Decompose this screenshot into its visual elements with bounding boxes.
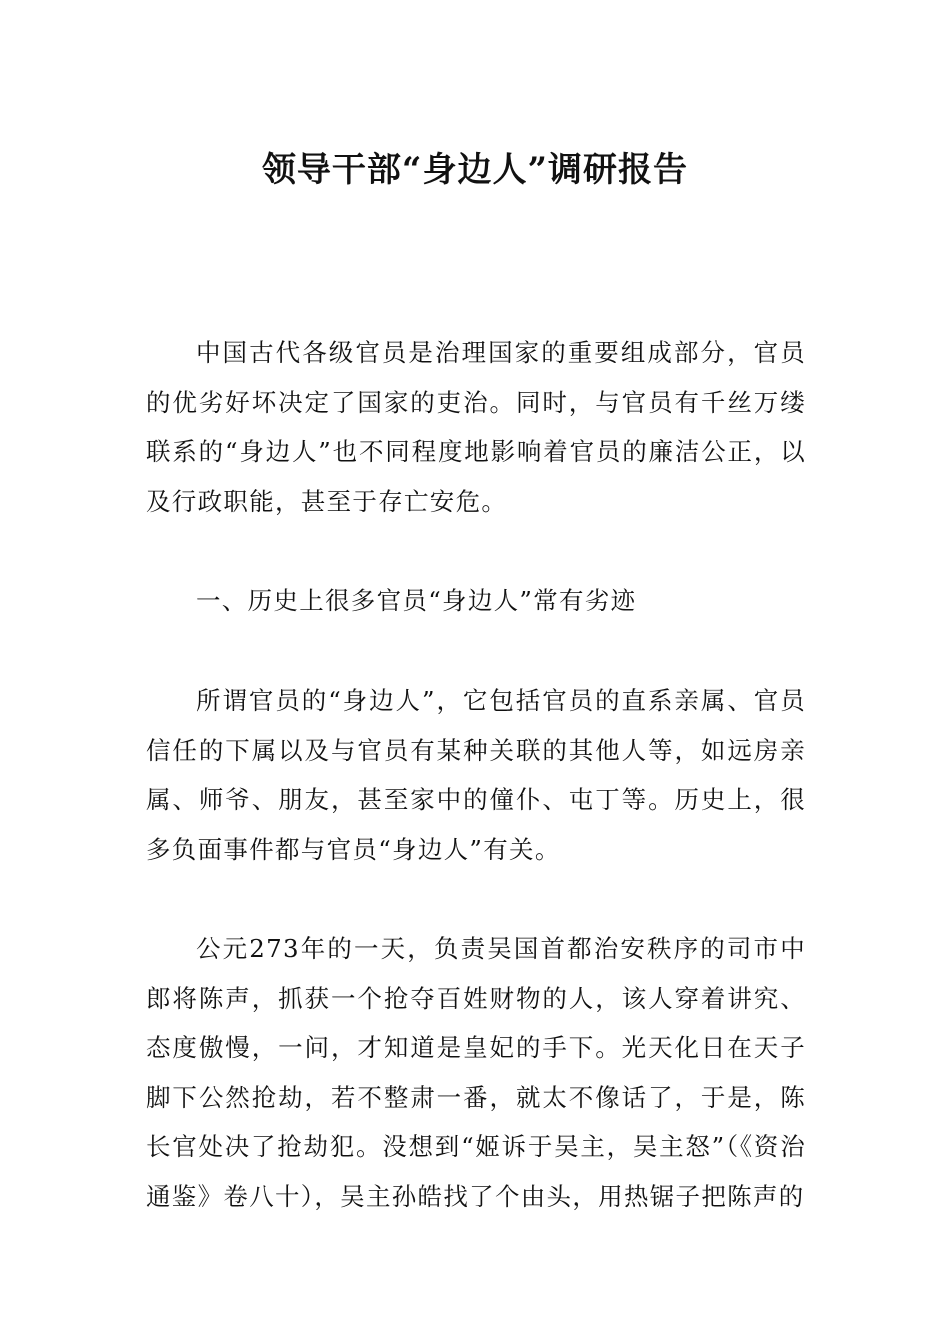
paragraph-example: 公元273年的一天，负责吴国首都治安秩序的司市中郎将陈声，抓获一个抢夺百姓财物的人，该人穿着讲究、态度傲慢，一问，才知道是皇妃的手下。光天化日在天子脚下公然抢劫，若不整肃一番，就太不像话了，于是，陈长官处决了抢劫犯。没想到“姬诉于吴主，吴主怒”（《资治通鉴》卷八十），吴主孙皓找了个由头，用热锯子把陈声的 bbox=[146, 934, 806, 1211]
paragraph-intro: 中国古代各级官员是治理国家的重要组成部分，官员的优劣好坏决定了国家的吏治。同时，与官员有千丝万缕联系的“身边人”也不同程度地影响着官员的廉洁公正，以及行政职能，甚至于存亡安危。 bbox=[146, 338, 806, 516]
paragraph-definition: 所谓官员的“身边人”，它包括官员的直系亲属、官员信任的下属以及与官员有某种关联的其他人等，如远房亲属、师爷、朋友，甚至家中的僮仆、屯丁等。历史上，很多负面事件都与官员“身边人”有关。 bbox=[146, 686, 806, 864]
document-title: 领导干部“身边人”调研报告 bbox=[261, 150, 689, 190]
section-heading-1: 一、历史上很多官员“身边人”常有劣迹 bbox=[196, 586, 637, 615]
